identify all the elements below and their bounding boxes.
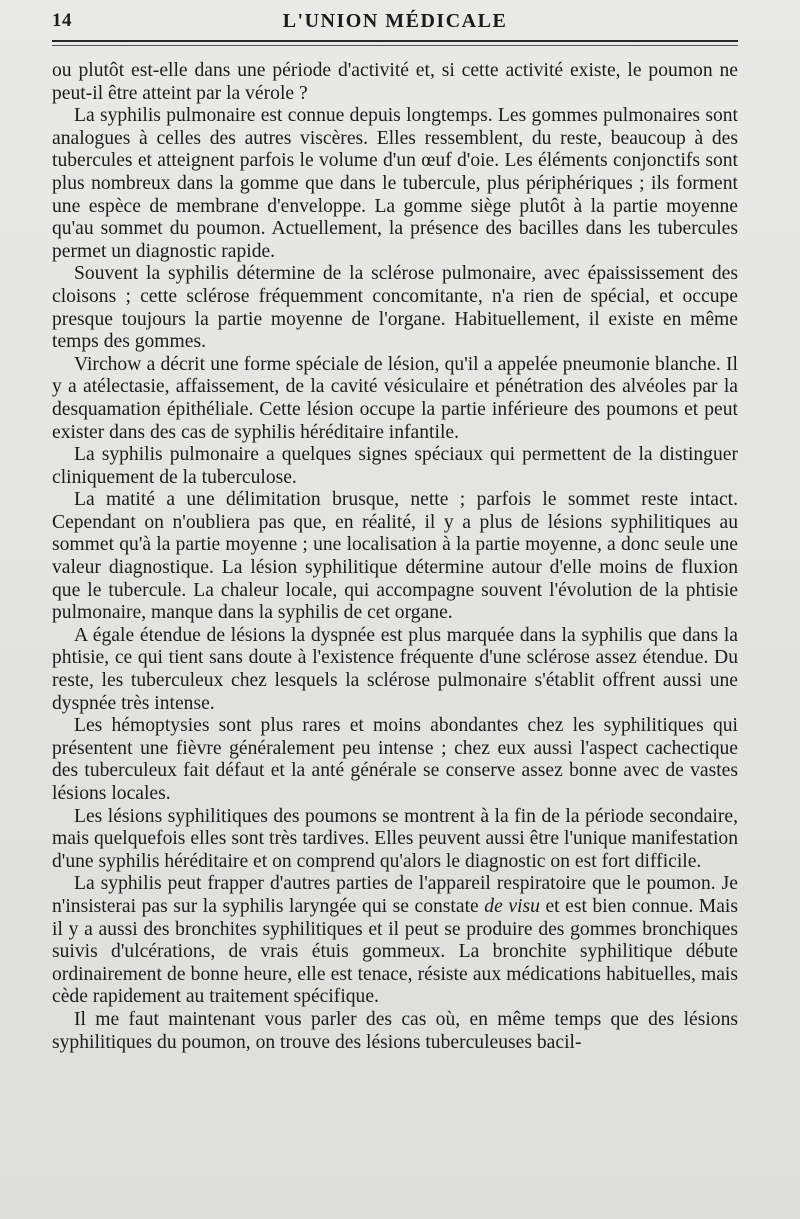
journal-title: L'UNION MÉDICALE [282, 10, 508, 32]
paragraph: A égale étendue de lésions la dyspnée est plus marquée dans la syphilis que dans la phtisie, ce qui tient sans doute à l'existence fréquente d'une sclérose assez étendue. Du reste, les tuberculeux chez lesquels la sclérose pulmonaire s'établit offrent aussi une dyspnée très intense. [52, 624, 738, 714]
italic-phrase: de visu [484, 895, 540, 917]
paragraph-text: et est bien connue. Mais il y a aussi des bronchites syphilitiques et il peut se produire des gommes bronchiques suivis d'ulcérations, de vrais étuis gommeux. La bronchite syphilitique débute ordinairement de bonne heure, elle est tenace, résiste aux médications habituelles, mais cède rapidement au traitement spécifique. [52, 895, 738, 1008]
paragraph: La matité a une délimitation brusque, nette ; parfois le sommet reste intact. Cependant on n'oubliera pas que, en réalité, il y a plus de lésions syphilitiques au sommet qu'à la partie moyenne ; une localisation à la partie moyenne, a donc seule une valeur diagnostique. La lésion syphilitique détermine autour d'elle moins de fluxion que le tubercule. La chaleur locale, qui accompagne souvent l'évolution de la phtisie pulmonaire, manque dans la syphilis de cet organe. [52, 489, 738, 624]
paragraph: La syphilis pulmonaire a quelques signes spéciaux qui permettent de la distinguer cliniquement de la tuberculose. [52, 444, 738, 488]
paragraph: La syphilis pulmonaire est connue depuis longtemps. Les gommes pulmonaires sont analogues à celles des autres viscères. Elles ressemblent, du reste, beaucoup à des tubercules et atteignent parfois le volume d'un œuf d'oie. Les éléments conjonctifs sont plus nombreux dans la gomme que dans le tubercule, plus périphériques ; ils forment une espèce de membrane d'enveloppe. La gomme siège plutôt à la partie moyenne qu'au sommet du poumon. Actuellement, la présence des bacilles dans les tubercules permet un diagnostic rapide. [52, 105, 738, 262]
paragraph [52, 873, 738, 1009]
header-rule [52, 40, 738, 42]
page-number: 14 [52, 10, 72, 31]
paragraph: Les lésions syphilitiques des poumons se montrent à la fin de la période secondaire, mais quelquefois elles sont très tardives. Elles peuvent aussi être l'unique manifestation d'une syphilis héréditaire et on comprend qu'alors le diagnostic on est fort difficile. [52, 805, 738, 872]
paragraph: ou plutôt est-elle dans une période d'activité et, si cette activité existe, le poumon ne peut-il être atteint par la vérole ? [52, 60, 738, 104]
paragraph: Virchow a décrit une forme spéciale de lésion, qu'il a appelée pneumonie blanche. Il y a atélectasie, affaissement, de la cavité vésiculaire et pénétration des alvéoles par la desquamation épithéliale. Cette lésion occupe la partie inférieure des poumons et peut exister dans des cas de syphilis héréditaire infantile. [52, 353, 738, 443]
header-rule-thin [52, 45, 738, 46]
paragraph: Les hémoptysies sont plus rares et moins abondantes chez les syphilitiques qui présentent une fièvre généralement peu intense ; chez eux aussi l'aspect cachectique des tuberculeux fait défaut et la anté générale se conserve assez bonne avec de vastes lésions locales. [52, 715, 738, 804]
paragraph-text: La syphilis peut frapper d'autres parties de l'appareil respiratoire que le poumon. Je n'insisterai pas sur la syphilis laryngée qui se constate [52, 873, 738, 917]
running-header [52, 8, 738, 36]
paragraph: Souvent la syphilis détermine de la sclérose pulmonaire, avec épaississement des cloisons ; cette sclérose fréquemment concomitante, n'a rien de spécial, et occupe presque toujours la partie moyenne de l'organe. Habituellement, il existe en même temps des gommes. [52, 263, 738, 353]
paragraph: Il me faut maintenant vous parler des cas où, en même temps que des lésions syphilitiques du poumon, on trouve des lésions tuberculeuses bacil- [52, 1008, 738, 1053]
article-body [52, 60, 738, 1054]
